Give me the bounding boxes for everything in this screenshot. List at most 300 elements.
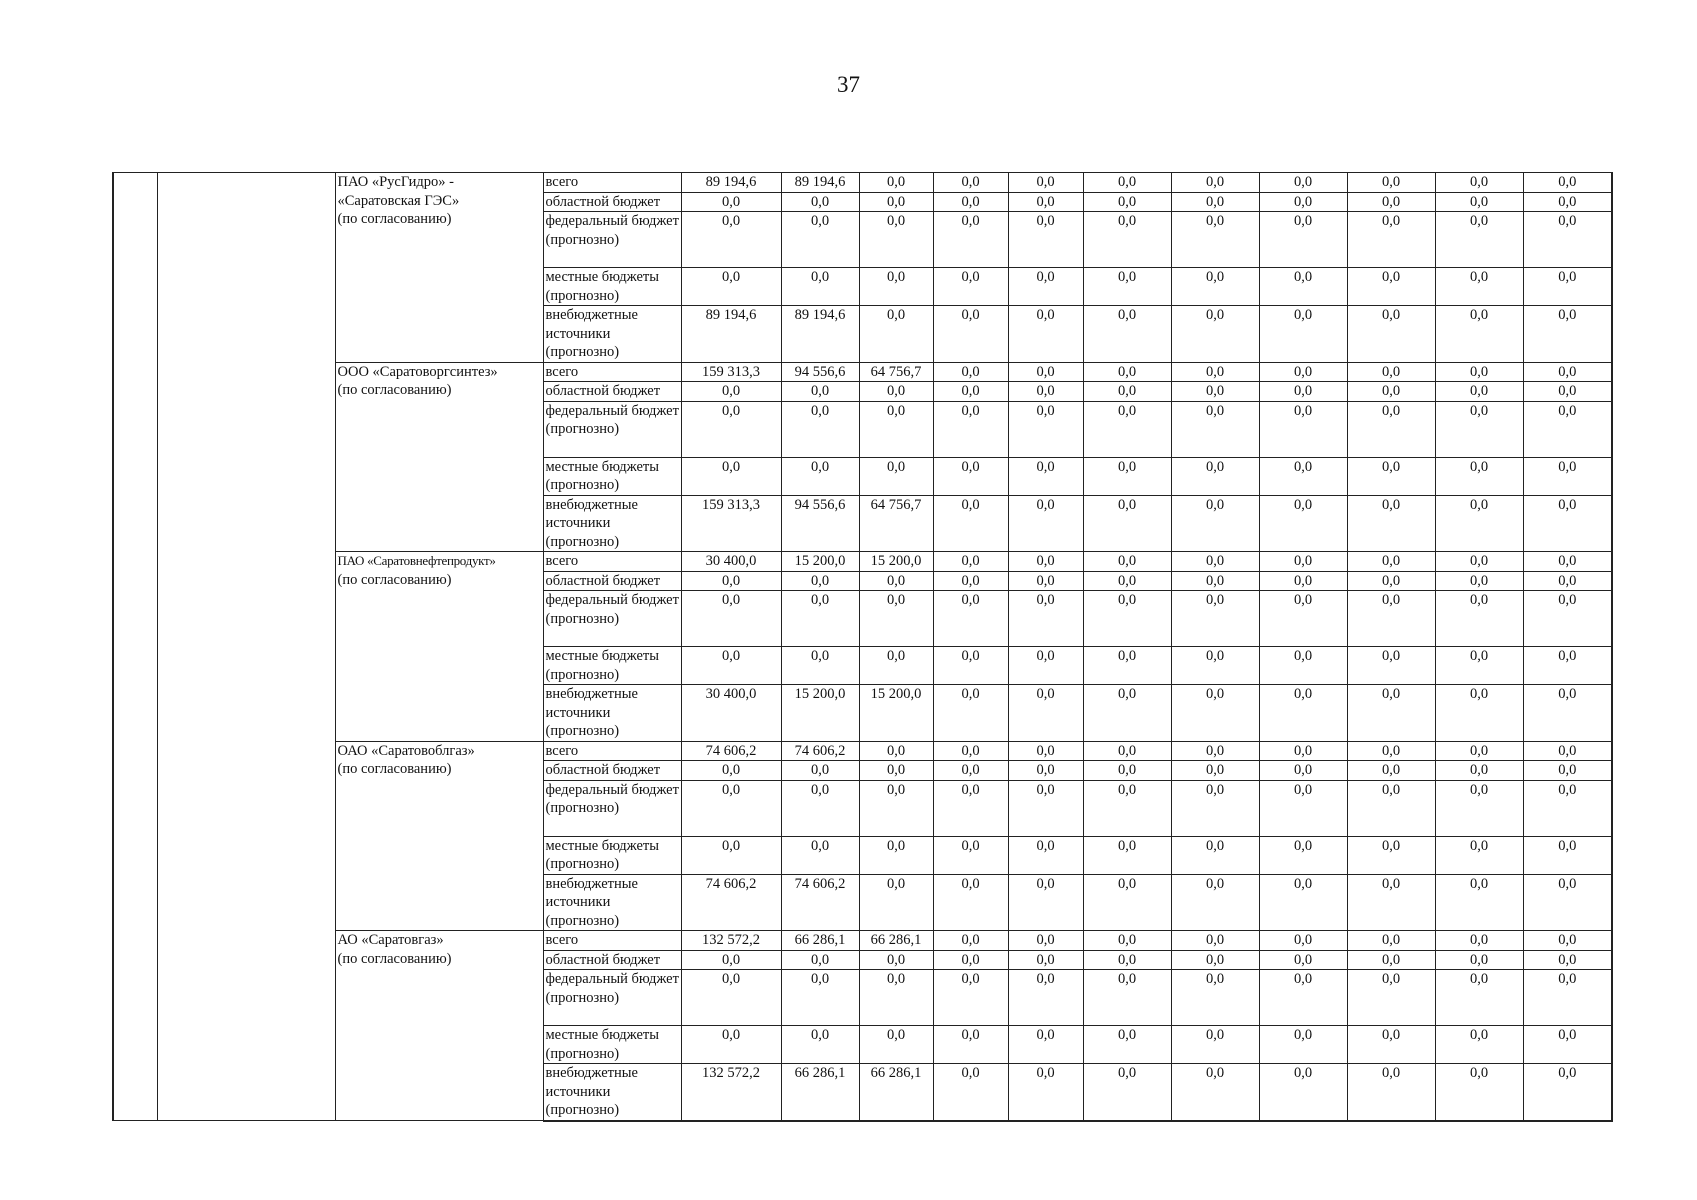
- amount-cell: 0,0: [1083, 836, 1171, 874]
- amount-cell: 0,0: [1259, 192, 1347, 212]
- amount-cell: 0,0: [1171, 268, 1259, 306]
- amount-cell: 0,0: [1347, 685, 1435, 742]
- amount-cell: 0,0: [1347, 192, 1435, 212]
- amount-cell: 0,0: [1435, 173, 1523, 193]
- amount-cell: 0,0: [681, 268, 781, 306]
- amount-cell: 0,0: [1083, 931, 1171, 951]
- funding-source-cell: местные бюджеты (прогнозно): [543, 647, 681, 685]
- amount-cell: 15 200,0: [859, 685, 933, 742]
- amount-cell: 66 286,1: [781, 1064, 859, 1121]
- amount-cell: 0,0: [1171, 173, 1259, 193]
- amount-cell: 0,0: [1347, 761, 1435, 781]
- amount-cell: 159 313,3: [681, 362, 781, 382]
- amount-cell: 0,0: [1083, 647, 1171, 685]
- amount-cell: 0,0: [1008, 401, 1083, 457]
- amount-cell: 0,0: [1435, 647, 1523, 685]
- amount-cell: 0,0: [1347, 552, 1435, 572]
- amount-cell: 0,0: [1008, 1026, 1083, 1064]
- amount-cell: 0,0: [1171, 192, 1259, 212]
- amount-cell: 0,0: [1523, 362, 1612, 382]
- organization-name-line: ПАО «Саратовнефтепродукт»: [337, 553, 496, 568]
- amount-cell: 74 606,2: [781, 741, 859, 761]
- organization-name-line: (по согласованию): [337, 571, 452, 588]
- amount-cell: 0,0: [1435, 931, 1523, 951]
- amount-cell: 0,0: [1523, 780, 1612, 836]
- amount-cell: 0,0: [1171, 685, 1259, 742]
- amount-cell: 0,0: [1435, 268, 1523, 306]
- amount-cell: 0,0: [1083, 970, 1171, 1026]
- amount-cell: 0,0: [1171, 552, 1259, 572]
- amount-cell: 0,0: [1171, 362, 1259, 382]
- organization-name-line: ООО «Саратоворгсинтез»: [337, 363, 498, 380]
- amount-cell: 0,0: [1171, 1064, 1259, 1121]
- amount-cell: 0,0: [1523, 268, 1612, 306]
- amount-cell: 0,0: [859, 306, 933, 363]
- amount-cell: 0,0: [1523, 591, 1612, 647]
- amount-cell: 30 400,0: [681, 552, 781, 572]
- amount-cell: 0,0: [1435, 192, 1523, 212]
- amount-cell: 0,0: [1523, 970, 1612, 1026]
- funding-source-cell: областной бюджет: [543, 571, 681, 591]
- amount-cell: 0,0: [933, 1026, 1008, 1064]
- amount-cell: 0,0: [1435, 741, 1523, 761]
- number-column-cell: [113, 173, 157, 1121]
- amount-cell: 89 194,6: [781, 173, 859, 193]
- amount-cell: 0,0: [1171, 457, 1259, 495]
- amount-cell: 0,0: [1435, 685, 1523, 742]
- amount-cell: 0,0: [933, 836, 1008, 874]
- financing-table: [112, 172, 1613, 1122]
- amount-cell: 0,0: [1523, 306, 1612, 363]
- amount-cell: 0,0: [1259, 306, 1347, 363]
- amount-cell: 0,0: [933, 761, 1008, 781]
- amount-cell: 0,0: [1259, 874, 1347, 931]
- table-row: [113, 552, 1612, 572]
- table-row: [113, 173, 1612, 193]
- amount-cell: 0,0: [1347, 212, 1435, 268]
- amount-cell: 0,0: [1259, 382, 1347, 402]
- amount-cell: 0,0: [1083, 741, 1171, 761]
- amount-cell: 0,0: [933, 1064, 1008, 1121]
- amount-cell: 0,0: [933, 495, 1008, 552]
- amount-cell: 0,0: [681, 780, 781, 836]
- amount-cell: 0,0: [1083, 173, 1171, 193]
- amount-cell: 0,0: [1171, 591, 1259, 647]
- amount-cell: 0,0: [1523, 950, 1612, 970]
- amount-cell: 0,0: [1083, 552, 1171, 572]
- amount-cell: 0,0: [1008, 741, 1083, 761]
- amount-cell: 0,0: [1523, 931, 1612, 951]
- amount-cell: 0,0: [681, 761, 781, 781]
- amount-cell: 0,0: [1171, 401, 1259, 457]
- amount-cell: 0,0: [1435, 950, 1523, 970]
- amount-cell: 0,0: [859, 173, 933, 193]
- amount-cell: 66 286,1: [781, 931, 859, 951]
- amount-cell: 0,0: [1008, 268, 1083, 306]
- amount-cell: 0,0: [933, 591, 1008, 647]
- amount-cell: 0,0: [1171, 571, 1259, 591]
- organization-name-line: ОАО «Саратовоблгаз»: [337, 742, 475, 759]
- amount-cell: 15 200,0: [781, 685, 859, 742]
- funding-source-cell: местные бюджеты (прогнозно): [543, 457, 681, 495]
- amount-cell: 0,0: [1347, 495, 1435, 552]
- amount-cell: 0,0: [1435, 495, 1523, 552]
- amount-cell: 0,0: [1523, 874, 1612, 931]
- amount-cell: 0,0: [1083, 362, 1171, 382]
- amount-cell: 0,0: [1171, 761, 1259, 781]
- amount-cell: 0,0: [681, 647, 781, 685]
- amount-cell: 0,0: [1347, 591, 1435, 647]
- funding-source-cell: внебюджетные источники (прогнозно): [543, 495, 681, 552]
- funding-source-cell: федеральный бюджет (прогнозно): [543, 780, 681, 836]
- amount-cell: 0,0: [933, 212, 1008, 268]
- amount-cell: 132 572,2: [681, 1064, 781, 1121]
- amount-cell: 0,0: [859, 1026, 933, 1064]
- funding-source-cell: внебюджетные источники (прогнозно): [543, 306, 681, 363]
- amount-cell: 74 606,2: [681, 874, 781, 931]
- amount-cell: 0,0: [1435, 836, 1523, 874]
- amount-cell: 0,0: [1259, 950, 1347, 970]
- amount-cell: 0,0: [859, 268, 933, 306]
- amount-cell: 0,0: [933, 780, 1008, 836]
- amount-cell: 0,0: [1008, 552, 1083, 572]
- funding-source-cell: областной бюджет: [543, 950, 681, 970]
- amount-cell: 15 200,0: [859, 552, 933, 572]
- amount-cell: 0,0: [1347, 1064, 1435, 1121]
- organization-cell: [335, 173, 543, 363]
- amount-cell: 0,0: [933, 173, 1008, 193]
- amount-cell: 0,0: [1435, 306, 1523, 363]
- amount-cell: 0,0: [1435, 212, 1523, 268]
- amount-cell: 0,0: [859, 780, 933, 836]
- table-row: [113, 741, 1612, 761]
- amount-cell: 94 556,6: [781, 362, 859, 382]
- amount-cell: 0,0: [781, 268, 859, 306]
- amount-cell: 0,0: [1008, 457, 1083, 495]
- amount-cell: 0,0: [681, 591, 781, 647]
- amount-cell: 0,0: [1171, 836, 1259, 874]
- amount-cell: 0,0: [1347, 970, 1435, 1026]
- amount-cell: 66 286,1: [859, 931, 933, 951]
- amount-cell: 74 606,2: [681, 741, 781, 761]
- amount-cell: 0,0: [1347, 836, 1435, 874]
- amount-cell: 0,0: [1008, 173, 1083, 193]
- amount-cell: 0,0: [1171, 647, 1259, 685]
- amount-cell: 0,0: [1008, 931, 1083, 951]
- amount-cell: 0,0: [781, 401, 859, 457]
- amount-cell: 0,0: [1435, 382, 1523, 402]
- amount-cell: 0,0: [1347, 780, 1435, 836]
- amount-cell: 0,0: [859, 836, 933, 874]
- amount-cell: 0,0: [1008, 495, 1083, 552]
- funding-source-cell: федеральный бюджет (прогнозно): [543, 401, 681, 457]
- amount-cell: 0,0: [1523, 495, 1612, 552]
- amount-cell: 66 286,1: [859, 1064, 933, 1121]
- organization-name-line: АО «Саратовгаз»: [337, 932, 444, 948]
- funding-source-cell: всего: [543, 552, 681, 572]
- amount-cell: 0,0: [1523, 192, 1612, 212]
- amount-cell: 0,0: [933, 457, 1008, 495]
- amount-cell: 0,0: [933, 401, 1008, 457]
- amount-cell: 0,0: [1435, 1026, 1523, 1064]
- amount-cell: 0,0: [933, 192, 1008, 212]
- amount-cell: 0,0: [1523, 382, 1612, 402]
- amount-cell: 0,0: [681, 192, 781, 212]
- amount-cell: 0,0: [1171, 741, 1259, 761]
- amount-cell: 0,0: [1435, 552, 1523, 572]
- funding-source-cell: всего: [543, 931, 681, 951]
- organization-cell: [335, 931, 543, 1121]
- amount-cell: 0,0: [1259, 212, 1347, 268]
- amount-cell: 30 400,0: [681, 685, 781, 742]
- amount-cell: 0,0: [859, 874, 933, 931]
- amount-cell: 89 194,6: [781, 306, 859, 363]
- funding-source-cell: федеральный бюджет (прогнозно): [543, 212, 681, 268]
- amount-cell: 0,0: [1347, 173, 1435, 193]
- amount-cell: 0,0: [1008, 192, 1083, 212]
- amount-cell: 0,0: [859, 571, 933, 591]
- amount-cell: 0,0: [859, 212, 933, 268]
- amount-cell: 0,0: [1259, 571, 1347, 591]
- organization-cell: [335, 362, 543, 552]
- amount-cell: 0,0: [1435, 1064, 1523, 1121]
- amount-cell: 0,0: [1008, 362, 1083, 382]
- funding-source-cell: областной бюджет: [543, 382, 681, 402]
- amount-cell: 0,0: [1008, 970, 1083, 1026]
- organization-name-line: (по согласованию): [337, 382, 452, 398]
- amount-cell: 0,0: [933, 970, 1008, 1026]
- amount-cell: 0,0: [1083, 268, 1171, 306]
- amount-cell: 0,0: [681, 571, 781, 591]
- amount-cell: 0,0: [1083, 780, 1171, 836]
- amount-cell: 0,0: [1347, 268, 1435, 306]
- amount-cell: 132 572,2: [681, 931, 781, 951]
- funding-source-cell: всего: [543, 741, 681, 761]
- amount-cell: 0,0: [1259, 457, 1347, 495]
- amount-cell: 0,0: [1435, 362, 1523, 382]
- amount-cell: 0,0: [1008, 836, 1083, 874]
- amount-cell: 0,0: [1523, 552, 1612, 572]
- amount-cell: 0,0: [933, 306, 1008, 363]
- amount-cell: 0,0: [1435, 457, 1523, 495]
- funding-source-cell: федеральный бюджет (прогнозно): [543, 591, 681, 647]
- amount-cell: 0,0: [1435, 401, 1523, 457]
- organization-cell: [335, 552, 543, 742]
- amount-cell: 0,0: [1523, 741, 1612, 761]
- amount-cell: 0,0: [1523, 1064, 1612, 1121]
- amount-cell: 0,0: [681, 1026, 781, 1064]
- amount-cell: 0,0: [1083, 1064, 1171, 1121]
- amount-cell: 0,0: [681, 970, 781, 1026]
- organization-name-line: (по согласованию): [337, 761, 452, 777]
- funding-source-cell: всего: [543, 362, 681, 382]
- amount-cell: 0,0: [933, 741, 1008, 761]
- amount-cell: 0,0: [933, 382, 1008, 402]
- amount-cell: 0,0: [1347, 931, 1435, 951]
- amount-cell: 0,0: [1008, 1064, 1083, 1121]
- amount-cell: 0,0: [933, 950, 1008, 970]
- amount-cell: 0,0: [781, 950, 859, 970]
- amount-cell: 0,0: [1083, 685, 1171, 742]
- table-body: [113, 173, 1612, 1121]
- amount-cell: 0,0: [781, 382, 859, 402]
- amount-cell: 0,0: [1171, 382, 1259, 402]
- amount-cell: 0,0: [1523, 457, 1612, 495]
- amount-cell: 0,0: [1347, 874, 1435, 931]
- amount-cell: 0,0: [859, 950, 933, 970]
- amount-cell: 0,0: [1259, 970, 1347, 1026]
- amount-cell: 0,0: [781, 836, 859, 874]
- amount-cell: 0,0: [1171, 780, 1259, 836]
- amount-cell: 0,0: [1259, 741, 1347, 761]
- amount-cell: 0,0: [1008, 306, 1083, 363]
- amount-cell: 0,0: [1435, 571, 1523, 591]
- amount-cell: 0,0: [1171, 931, 1259, 951]
- amount-cell: 0,0: [781, 571, 859, 591]
- amount-cell: 0,0: [681, 401, 781, 457]
- funding-source-cell: внебюджетные источники (прогнозно): [543, 685, 681, 742]
- amount-cell: 0,0: [1083, 761, 1171, 781]
- funding-source-cell: местные бюджеты (прогнозно): [543, 268, 681, 306]
- amount-cell: 0,0: [1008, 591, 1083, 647]
- amount-cell: 0,0: [781, 970, 859, 1026]
- amount-cell: 0,0: [1259, 362, 1347, 382]
- amount-cell: 0,0: [933, 874, 1008, 931]
- funding-source-cell: местные бюджеты (прогнозно): [543, 836, 681, 874]
- organization-name-line: ПАО «РусГидро» -: [337, 174, 454, 190]
- amount-cell: 0,0: [1083, 874, 1171, 931]
- amount-cell: 0,0: [1347, 362, 1435, 382]
- amount-cell: 0,0: [933, 552, 1008, 572]
- amount-cell: 0,0: [781, 192, 859, 212]
- amount-cell: 0,0: [933, 685, 1008, 742]
- amount-cell: 0,0: [1083, 212, 1171, 268]
- amount-cell: 89 194,6: [681, 306, 781, 363]
- amount-cell: 0,0: [1347, 306, 1435, 363]
- amount-cell: 0,0: [781, 780, 859, 836]
- amount-cell: 0,0: [1259, 268, 1347, 306]
- amount-cell: 64 756,7: [859, 362, 933, 382]
- amount-cell: 0,0: [1347, 457, 1435, 495]
- amount-cell: 0,0: [1523, 1026, 1612, 1064]
- amount-cell: 0,0: [1008, 212, 1083, 268]
- amount-cell: 0,0: [1259, 591, 1347, 647]
- amount-cell: 0,0: [781, 761, 859, 781]
- amount-cell: 0,0: [1435, 970, 1523, 1026]
- amount-cell: 0,0: [1259, 173, 1347, 193]
- measure-column-cell: [157, 173, 335, 1121]
- amount-cell: 0,0: [1259, 761, 1347, 781]
- amount-cell: 0,0: [1523, 685, 1612, 742]
- amount-cell: 0,0: [859, 591, 933, 647]
- amount-cell: 0,0: [1008, 685, 1083, 742]
- amount-cell: 0,0: [1259, 552, 1347, 572]
- amount-cell: 0,0: [1083, 192, 1171, 212]
- amount-cell: 0,0: [1259, 685, 1347, 742]
- amount-cell: 0,0: [1347, 382, 1435, 402]
- amount-cell: 0,0: [1008, 950, 1083, 970]
- page-number: 37: [837, 72, 860, 97]
- organization-name-line: (по согласованию): [337, 950, 452, 967]
- amount-cell: 0,0: [1171, 1026, 1259, 1064]
- organization-cell: [335, 741, 543, 931]
- amount-cell: 0,0: [781, 1026, 859, 1064]
- amount-cell: 64 756,7: [859, 495, 933, 552]
- amount-cell: 0,0: [1008, 780, 1083, 836]
- amount-cell: 0,0: [1259, 836, 1347, 874]
- amount-cell: 0,0: [933, 931, 1008, 951]
- amount-cell: 0,0: [1259, 931, 1347, 951]
- amount-cell: 0,0: [1083, 1026, 1171, 1064]
- amount-cell: 0,0: [681, 950, 781, 970]
- amount-cell: 0,0: [1435, 780, 1523, 836]
- amount-cell: 0,0: [781, 457, 859, 495]
- amount-cell: 0,0: [859, 647, 933, 685]
- amount-cell: 0,0: [1259, 401, 1347, 457]
- amount-cell: 0,0: [859, 192, 933, 212]
- amount-cell: 0,0: [1083, 306, 1171, 363]
- funding-source-cell: внебюджетные источники (прогнозно): [543, 1064, 681, 1121]
- amount-cell: 0,0: [1523, 173, 1612, 193]
- amount-cell: 0,0: [681, 457, 781, 495]
- amount-cell: 0,0: [1347, 741, 1435, 761]
- amount-cell: 0,0: [1347, 647, 1435, 685]
- amount-cell: 0,0: [933, 647, 1008, 685]
- amount-cell: 0,0: [1523, 761, 1612, 781]
- amount-cell: 0,0: [859, 761, 933, 781]
- amount-cell: 74 606,2: [781, 874, 859, 931]
- amount-cell: 0,0: [681, 212, 781, 268]
- funding-source-cell: областной бюджет: [543, 761, 681, 781]
- amount-cell: 15 200,0: [781, 552, 859, 572]
- amount-cell: 0,0: [681, 382, 781, 402]
- amount-cell: 0,0: [1259, 1026, 1347, 1064]
- table-row: [113, 362, 1612, 382]
- amount-cell: 0,0: [781, 212, 859, 268]
- amount-cell: 94 556,6: [781, 495, 859, 552]
- amount-cell: 0,0: [1083, 571, 1171, 591]
- amount-cell: 0,0: [1171, 970, 1259, 1026]
- amount-cell: 0,0: [1083, 382, 1171, 402]
- amount-cell: 0,0: [1171, 874, 1259, 931]
- amount-cell: 0,0: [1259, 780, 1347, 836]
- amount-cell: 0,0: [1259, 1064, 1347, 1121]
- funding-source-cell: областной бюджет: [543, 192, 681, 212]
- amount-cell: 0,0: [1008, 761, 1083, 781]
- amount-cell: 0,0: [859, 401, 933, 457]
- amount-cell: 0,0: [1083, 591, 1171, 647]
- funding-source-cell: всего: [543, 173, 681, 193]
- amount-cell: 0,0: [1083, 950, 1171, 970]
- amount-cell: 0,0: [1347, 571, 1435, 591]
- amount-cell: 0,0: [859, 457, 933, 495]
- amount-cell: 0,0: [1435, 761, 1523, 781]
- funding-source-cell: местные бюджеты (прогнозно): [543, 1026, 681, 1064]
- organization-name-line: «Саратовская ГЭС»: [337, 192, 460, 209]
- amount-cell: 159 313,3: [681, 495, 781, 552]
- amount-cell: 0,0: [1083, 495, 1171, 552]
- amount-cell: 0,0: [1083, 457, 1171, 495]
- amount-cell: 0,0: [1259, 647, 1347, 685]
- amount-cell: 0,0: [1523, 836, 1612, 874]
- amount-cell: 0,0: [1259, 495, 1347, 552]
- amount-cell: 0,0: [1008, 382, 1083, 402]
- amount-cell: 0,0: [1435, 874, 1523, 931]
- amount-cell: 0,0: [1083, 401, 1171, 457]
- amount-cell: 89 194,6: [681, 173, 781, 193]
- amount-cell: 0,0: [1435, 591, 1523, 647]
- amount-cell: 0,0: [781, 591, 859, 647]
